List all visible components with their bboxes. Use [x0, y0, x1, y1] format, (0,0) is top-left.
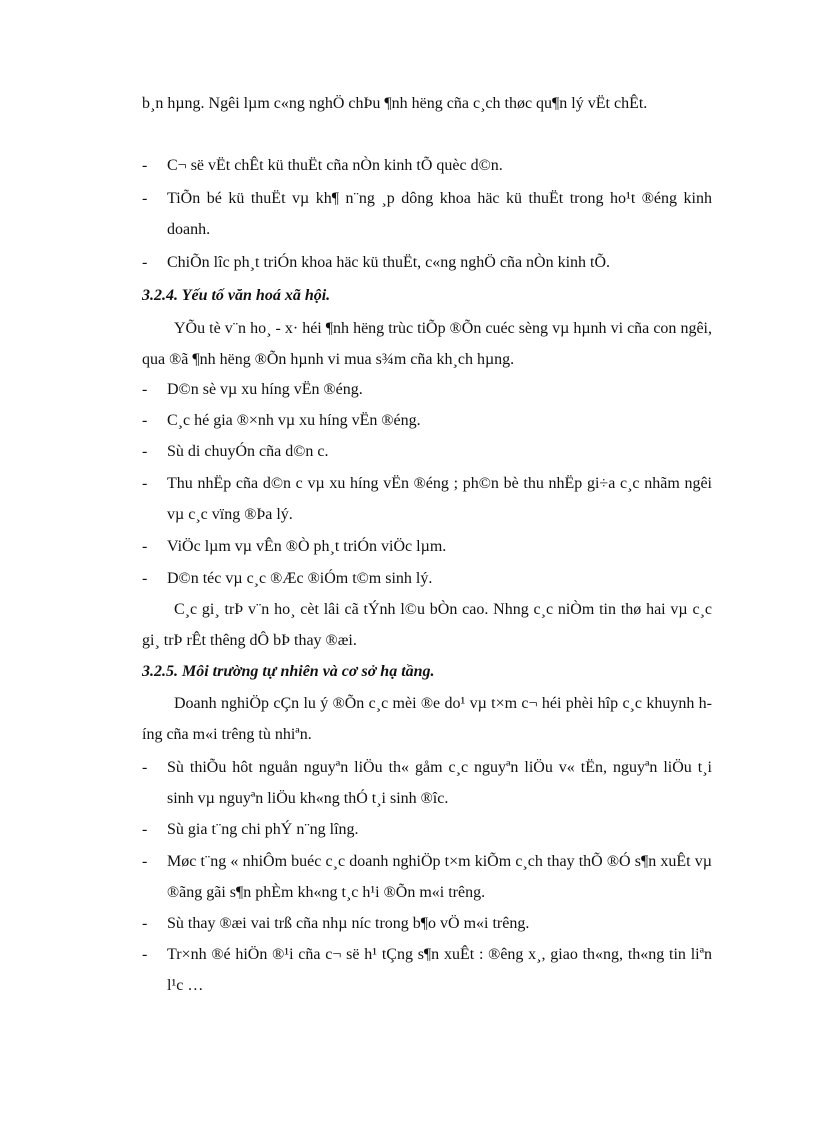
list-item: - Sù thay ®æi vai trß cña nhµ níc trong b¶o vÖ m«i trêng. — [142, 915, 530, 932]
paragraph-continuation: b¸n hµng. Ngêi lµm c«ng nghÖ chÞu ¶nh hëng cña c¸ch thøc qu¶n lý vËt chÊt. — [142, 95, 648, 112]
paragraph: C¸c gi¸ trÞ v¨n ho¸ cèt lâi cã tÝnh l©u bÒn cao. Nhng c¸c niÒm tin thø hai vµ c¸c gi¸ trÞ rÊt thêng dÔ bÞ thay ®æi. — [142, 601, 712, 649]
list-item: - Møc t¨ng « nhiÔm buéc c¸c doanh nghiÖp t×m kiÕm c¸ch thay thÕ ®Ó s¶n xuÊt vµ ®ãng gãi s¶n phÈm kh«ng t¸c h¹i ®Õn m«i trêng. — [142, 853, 712, 901]
section-heading-3-2-4: 3.2.4. Yếu tố văn hoá xã hội. — [142, 287, 331, 304]
list-item: - ViÖc lµm vµ vÊn ®Ò ph¸t triÓn viÖc lµm. — [142, 538, 447, 555]
list-item: - C¬ së vËt chÊt kü thuËt cña nÒn kinh tÕ quèc d©n. — [142, 157, 503, 174]
list-item: - Sù gia t¨ng chi phÝ n¨ng lîng. — [142, 821, 359, 838]
list-item: - D©n sè vµ xu híng vËn ®éng. — [142, 381, 363, 398]
paragraph: YÕu tè v¨n ho¸ - x· héi ¶nh hëng trùc tiÕp ®Õn cuéc sèng vµ hµnh vi cña con ngêi, qua ®ã ¶nh hëng ®Õn hµnh vi mua s¾m cña kh¸ch hµng. — [142, 320, 712, 368]
list-item: - Tr×nh ®é hiÖn ®¹i cña c¬ së h¹ tÇng s¶n xuÊt : ®êng x¸, giao th«ng, th«ng tin liªn l¹c … — [142, 946, 712, 994]
list-item: - D©n téc vµ c¸c ®Æc ®iÓm t©m sinh lý. — [142, 570, 433, 587]
list-item: - Sù thiÕu hôt nguån nguyªn liÖu th« gåm c¸c nguyªn liÖu v« tËn, nguyªn liÖu t¸i sinh vµ nguyªn liÖu kh«ng thÓ t¸i sinh ®îc. — [142, 759, 712, 807]
list-item: - C¸c hé gia ®×nh vµ xu híng vËn ®éng. — [142, 412, 421, 429]
list-item: - Thu nhËp cña d©n c vµ xu híng vËn ®éng ; ph©n bè thu nhËp gi÷a c¸c nhãm ngêi vµ c¸c vïng ®Þa lý. — [142, 475, 712, 523]
section-heading-3-2-5: 3.2.5. Môi trường tự nhiên và cơ sở hạ tầng. — [142, 663, 435, 680]
paragraph: Doanh nghiÖp cÇn lu ý ®Õn c¸c mèi ®e do¹ vµ t×m c¬ héi phèi hîp c¸c khuynh híng cña m«i trêng tù nhiªn. — [142, 695, 712, 743]
list-item: - Sù di chuyÓn cña d©n c. — [142, 443, 329, 460]
list-item: - TiÕn bé kü thuËt vµ kh¶ n¨ng ¸p dông khoa häc kü thuËt trong ho¹t ®éng kinh doanh. — [142, 190, 712, 238]
list-item: - ChiÕn lîc ph¸t triÓn khoa häc kü thuËt, c«ng nghÖ cña nÒn kinh tÕ. — [142, 254, 611, 271]
